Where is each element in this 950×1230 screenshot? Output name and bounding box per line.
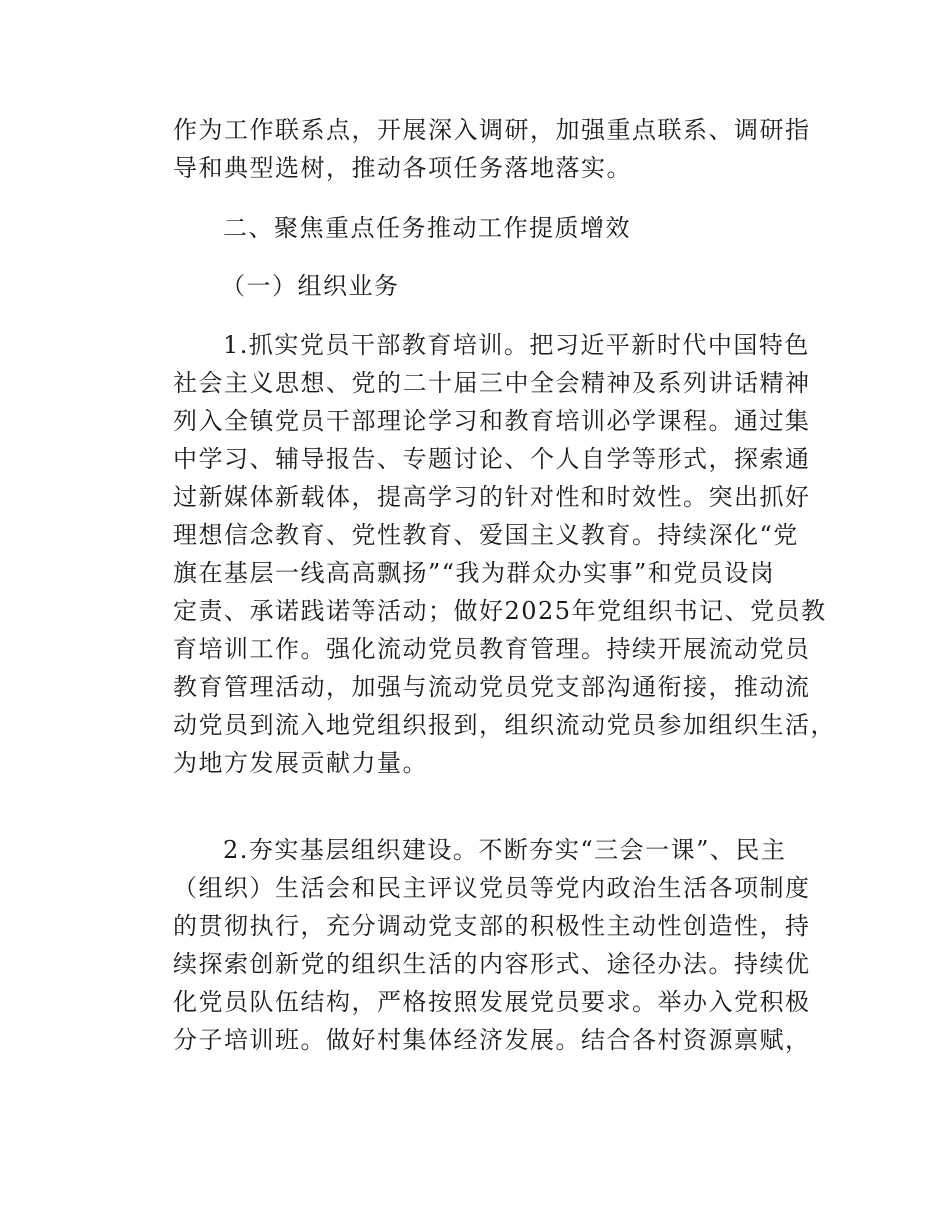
- paragraph-line: 续探索创新党的组织生活的内容形式、途径办法。持续优: [173, 950, 811, 978]
- paragraph-line: 作为工作联系点，开展深入调研，加强重点联系、调研指: [173, 116, 811, 144]
- paragraph-line: 分子培训班。做好村集体经济发展。结合各村资源禀赋，: [173, 1026, 811, 1054]
- subsection-heading: （一）组织业务: [221, 272, 400, 300]
- paragraph-line: 教育管理活动，加强与流动党员党支部沟通衔接，推动流: [173, 673, 811, 701]
- paragraph-line: 育培训工作。强化流动党员教育管理。持续开展流动党员: [173, 635, 811, 663]
- paragraph-line: 理想信念教育、党性教育、爱国主义教育。持续深化“党: [173, 521, 799, 549]
- paragraph-line: 导和典型选树，推动各项任务落地落实。: [173, 154, 632, 182]
- paragraph-line: 化党员队伍结构，严格按照发展党员要求。举办入党积极: [173, 988, 811, 1016]
- paragraph-line: 过新媒体新载体，提高学习的针对性和时效性。突出抓好: [173, 483, 811, 511]
- paragraph-line: 为地方发展贡献力量。: [173, 749, 428, 777]
- paragraph-2: [173, 831, 811, 1059]
- paragraph-line: 社会主义思想、党的二十届三中全会精神及系列讲话精神: [173, 369, 811, 397]
- paragraph-line: （组织）生活会和民主评议党员等党内政治生活各项制度: [173, 874, 811, 902]
- paragraph-line: 列入全镇党员干部理论学习和教育培训必学课程。通过集: [173, 407, 811, 435]
- paragraph-1: [173, 326, 836, 782]
- paragraph-line: 旗在基层一线高高飘扬”“我为群众办实事”和党员设岗: [173, 559, 776, 587]
- paragraph-line: 2.夯实基层组织建设。不断夯实“三会一课”、民主: [223, 836, 787, 864]
- opening-paragraph: [173, 111, 811, 187]
- paragraph-line: 的贯彻执行，充分调动党支部的积极性主动性创造性，持: [173, 912, 811, 940]
- paragraph-line: 动党员到流入地党组织报到，组织流动党员参加组织生活，: [173, 711, 836, 739]
- paragraph-line: 1.抓实党员干部教育培训。把习近平新时代中国特色: [223, 331, 810, 359]
- paragraph-line: 定责、承诺践诺等活动；做好2025年党组织书记、党员教: [173, 597, 827, 625]
- section-heading: 二、聚焦重点任务推动工作提质增效: [223, 214, 631, 242]
- paragraph-line: 中学习、辅导报告、专题讨论、个人自学等形式，探索通: [173, 445, 811, 473]
